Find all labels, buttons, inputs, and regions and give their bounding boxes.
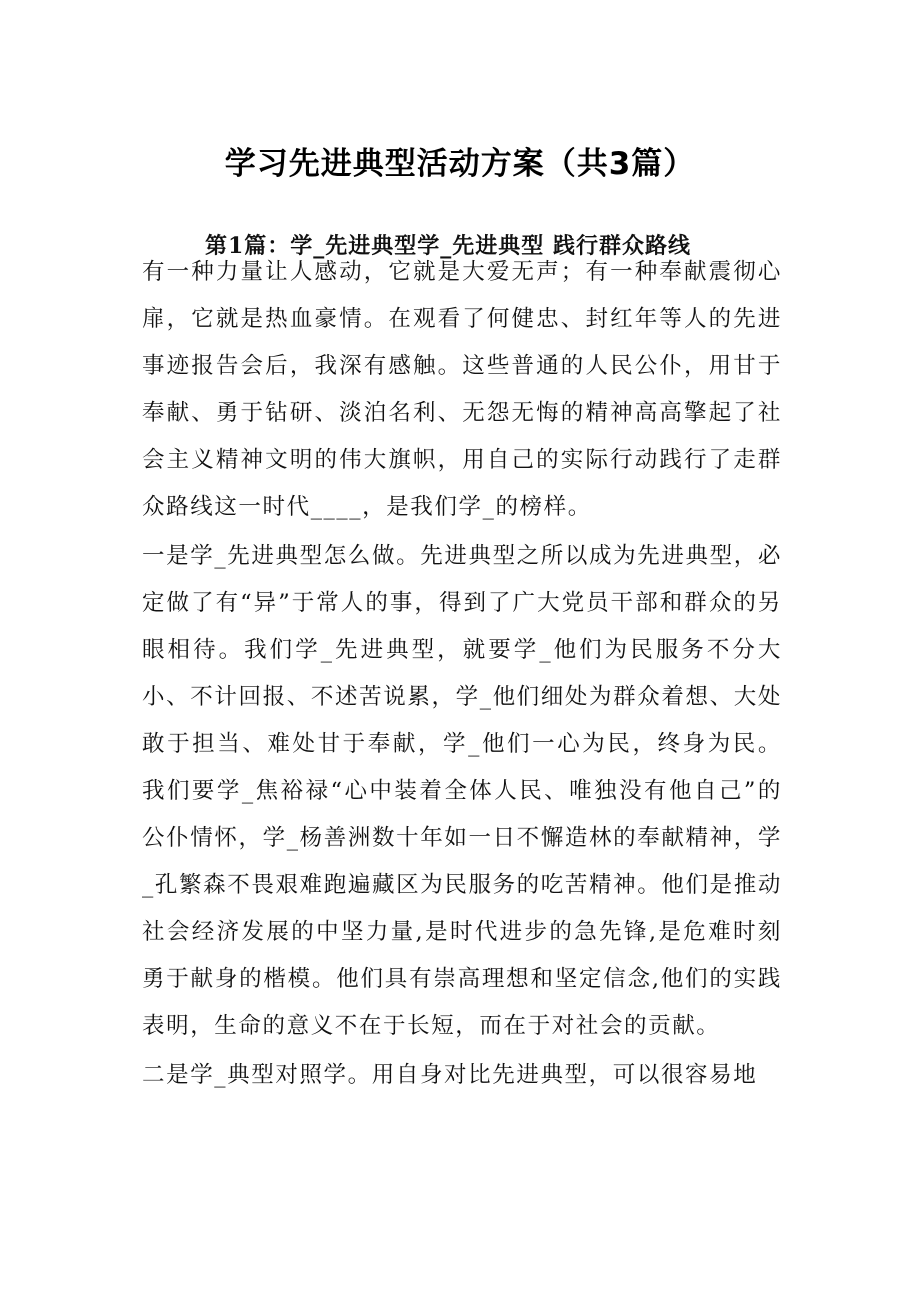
paragraph-point-two: 二是学_典型对照学。用自身对比先进典型，可以很容易地 <box>142 1062 758 1088</box>
section-heading: 第1篇：学_先进典型学_先进典型 践行群众路线 <box>205 233 691 259</box>
document-body <box>142 249 782 1101</box>
paragraph-point-one: 一是学_先进典型怎么做。先进典型之所以成为先进典型，必定做了有“异”于常人的事，得到了广大党员干部和群众的另眼相待。我们学_先进典型，就要学_他们为民服务不分大小、不计回报、不述苦说累，学_他们细处为群众着想、大处敢于担当、难处甘于奉献，学_他们一心为民，终身为民。 我们要学_焦裕禄“心中装着全体人民、唯独没有他自己”的公仆情怀，学_杨善洲数十年如一日不懈造林的奉献精神，学_孔繁森不畏艰难跑遍藏区为民服务的吃苦精神。他们是推动社会经济发展的中坚力量,是时代进步的急先锋,是危难时刻勇于献身的楷模。他们具有崇高理想和坚定信念,他们的实践表明，生命的意义不在于长短，而在于对社会的贡献。 <box>142 543 782 1039</box>
paragraph-intro: 有一种力量让人感动，它就是大爱无声；有一种奉献震彻心扉，它就是热血豪情。在观看了何健忠、封红年等人的先进事迹报告会后，我深有感触。这些普通的人民公仆，用甘于奉献、勇于钻研、淡泊名利、无怨无悔的精神高高擎起了社会主义精神文明的伟大旗帜，用自己的实际行动践行了走群众路线这一时代____，是我们学_的榜样。 <box>142 259 782 520</box>
document-title: 学习先进典型活动方案（共3篇） <box>224 146 696 182</box>
